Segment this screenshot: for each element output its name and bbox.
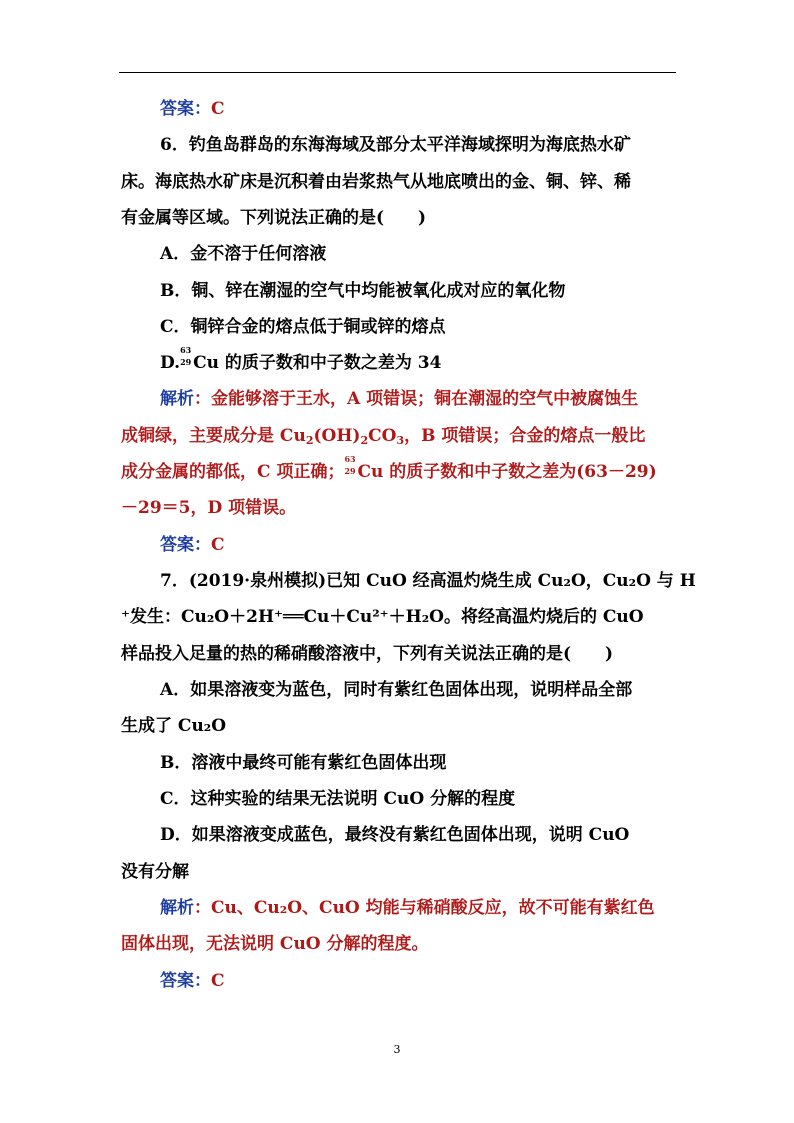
q7-analysis-label: 解析 [160, 898, 194, 918]
q7-option-c: C．这种实验的结果无法说明 CuO 分解的程度 [160, 789, 516, 809]
answer-label: 答案： [160, 971, 211, 991]
q6-analysis-line1 [160, 388, 638, 410]
q6-option-d-mass-number: 63 [180, 345, 192, 355]
q6-option-b: B．铜、锌在潮湿的空气中均能被氧化成对应的氧化物 [160, 281, 566, 301]
q6-option-d-atomic-number: 29 [180, 357, 192, 367]
answer-line-q7 [160, 970, 225, 992]
q6-analysis-line4: －29＝5，D 项错误。 [121, 498, 297, 518]
q7-option-d-line1: D．如果溶液变成蓝色，最终没有紫红色固体出现，说明 CuO [160, 825, 630, 845]
q6-analysis-atomic-number: 29 [344, 466, 356, 476]
q7-option-d-line2: 没有分解 [121, 862, 189, 882]
answer-value: C [211, 99, 225, 119]
answer-value: C [211, 535, 225, 555]
q6-stem-line2: 床。海底热水矿床是沉积着由岩浆热气从地底喷出的金、铜、锌、稀 [121, 172, 631, 192]
q7-option-a-line1: A．如果溶液变为蓝色，同时有紫红色固体出现，说明样品全部 [160, 680, 633, 700]
q7-option-a-line2: 生成了 Cu₂O [121, 716, 227, 736]
answer-label: 答案： [160, 99, 211, 119]
q6-option-c: C．铜锌合金的熔点低于铜或锌的熔点 [160, 317, 446, 337]
q6-analysis-text1: ：金能够溶于王水，A 项错误；铜在潮湿的空气中被腐蚀生 [194, 389, 639, 409]
q6-analysis-text2a: 成铜绿，主要成分是 Cu [121, 426, 306, 446]
answer-line-q6 [160, 534, 225, 556]
answer-label: 答案： [160, 535, 211, 555]
q6-analysis-text3b: Cu 的质子数和中子数之差为(63－29) [357, 462, 657, 482]
q6-analysis-text3a: 成分金属的都低，C 项正确； [121, 462, 345, 482]
q7-option-b: B．溶液中最终可能有紫红色固体出现 [160, 753, 447, 773]
q6-option-d-prefix: D. [160, 353, 181, 373]
page-number: 3 [393, 1043, 401, 1056]
q6-stem-line1: 6．钓鱼岛群岛的东海海域及部分太平洋海域探明为海底热水矿 [160, 135, 631, 155]
q7-stem-line2: ⁺发生：Cu₂O＋2H⁺══Cu＋Cu²⁺＋H₂O。将经高温灼烧后的 CuO [121, 607, 644, 627]
q7-analysis-line1 [160, 897, 655, 919]
q7-stem-line3: 样品投入足量的热的稀硝酸溶液中，下列有关说法正确的是( ) [121, 644, 614, 664]
answer-line-q5 [160, 98, 225, 120]
answer-value: C [211, 971, 225, 991]
q6-option-d-text: Cu 的质子数和中子数之差为 34 [193, 353, 442, 373]
q6-analysis-line2: 成铜绿，主要成分是 $Cu_2(OH)_2CO_3$，B 项错误；合金的熔点一般比 [121, 426, 646, 447]
q7-stem-line1: 7．(2019·泉州模拟)已知 CuO 经高温灼烧生成 Cu₂O，Cu₂O 与 H [160, 571, 696, 591]
q6-analysis-text2c: CO [368, 426, 397, 446]
q6-analysis-mass-number: 63 [344, 454, 356, 464]
q6-option-d-nuclide [180, 345, 193, 368]
q6-option-a: A．金不溶于任何溶液 [160, 244, 327, 264]
q6-analysis-label: 解析 [160, 389, 194, 409]
q6-stem-line3: 有金属等区域。下列说法正确的是( ) [121, 208, 427, 228]
q7-analysis-text1: ：Cu、Cu₂O、CuO 均能与稀硝酸反应，故不可能有紫红色 [194, 898, 655, 918]
q6-analysis-line3 [121, 454, 657, 483]
q6-analysis-text2d: ，B 项错误；合金的熔点一般比 [404, 426, 646, 446]
q6-analysis-text2b: (OH) [313, 426, 361, 446]
q7-analysis-line2: 固体出现，无法说明 CuO 分解的程度。 [121, 934, 429, 954]
q6-analysis-nuclide [344, 454, 357, 477]
q6-option-d [160, 345, 442, 374]
header-rule [119, 72, 676, 73]
